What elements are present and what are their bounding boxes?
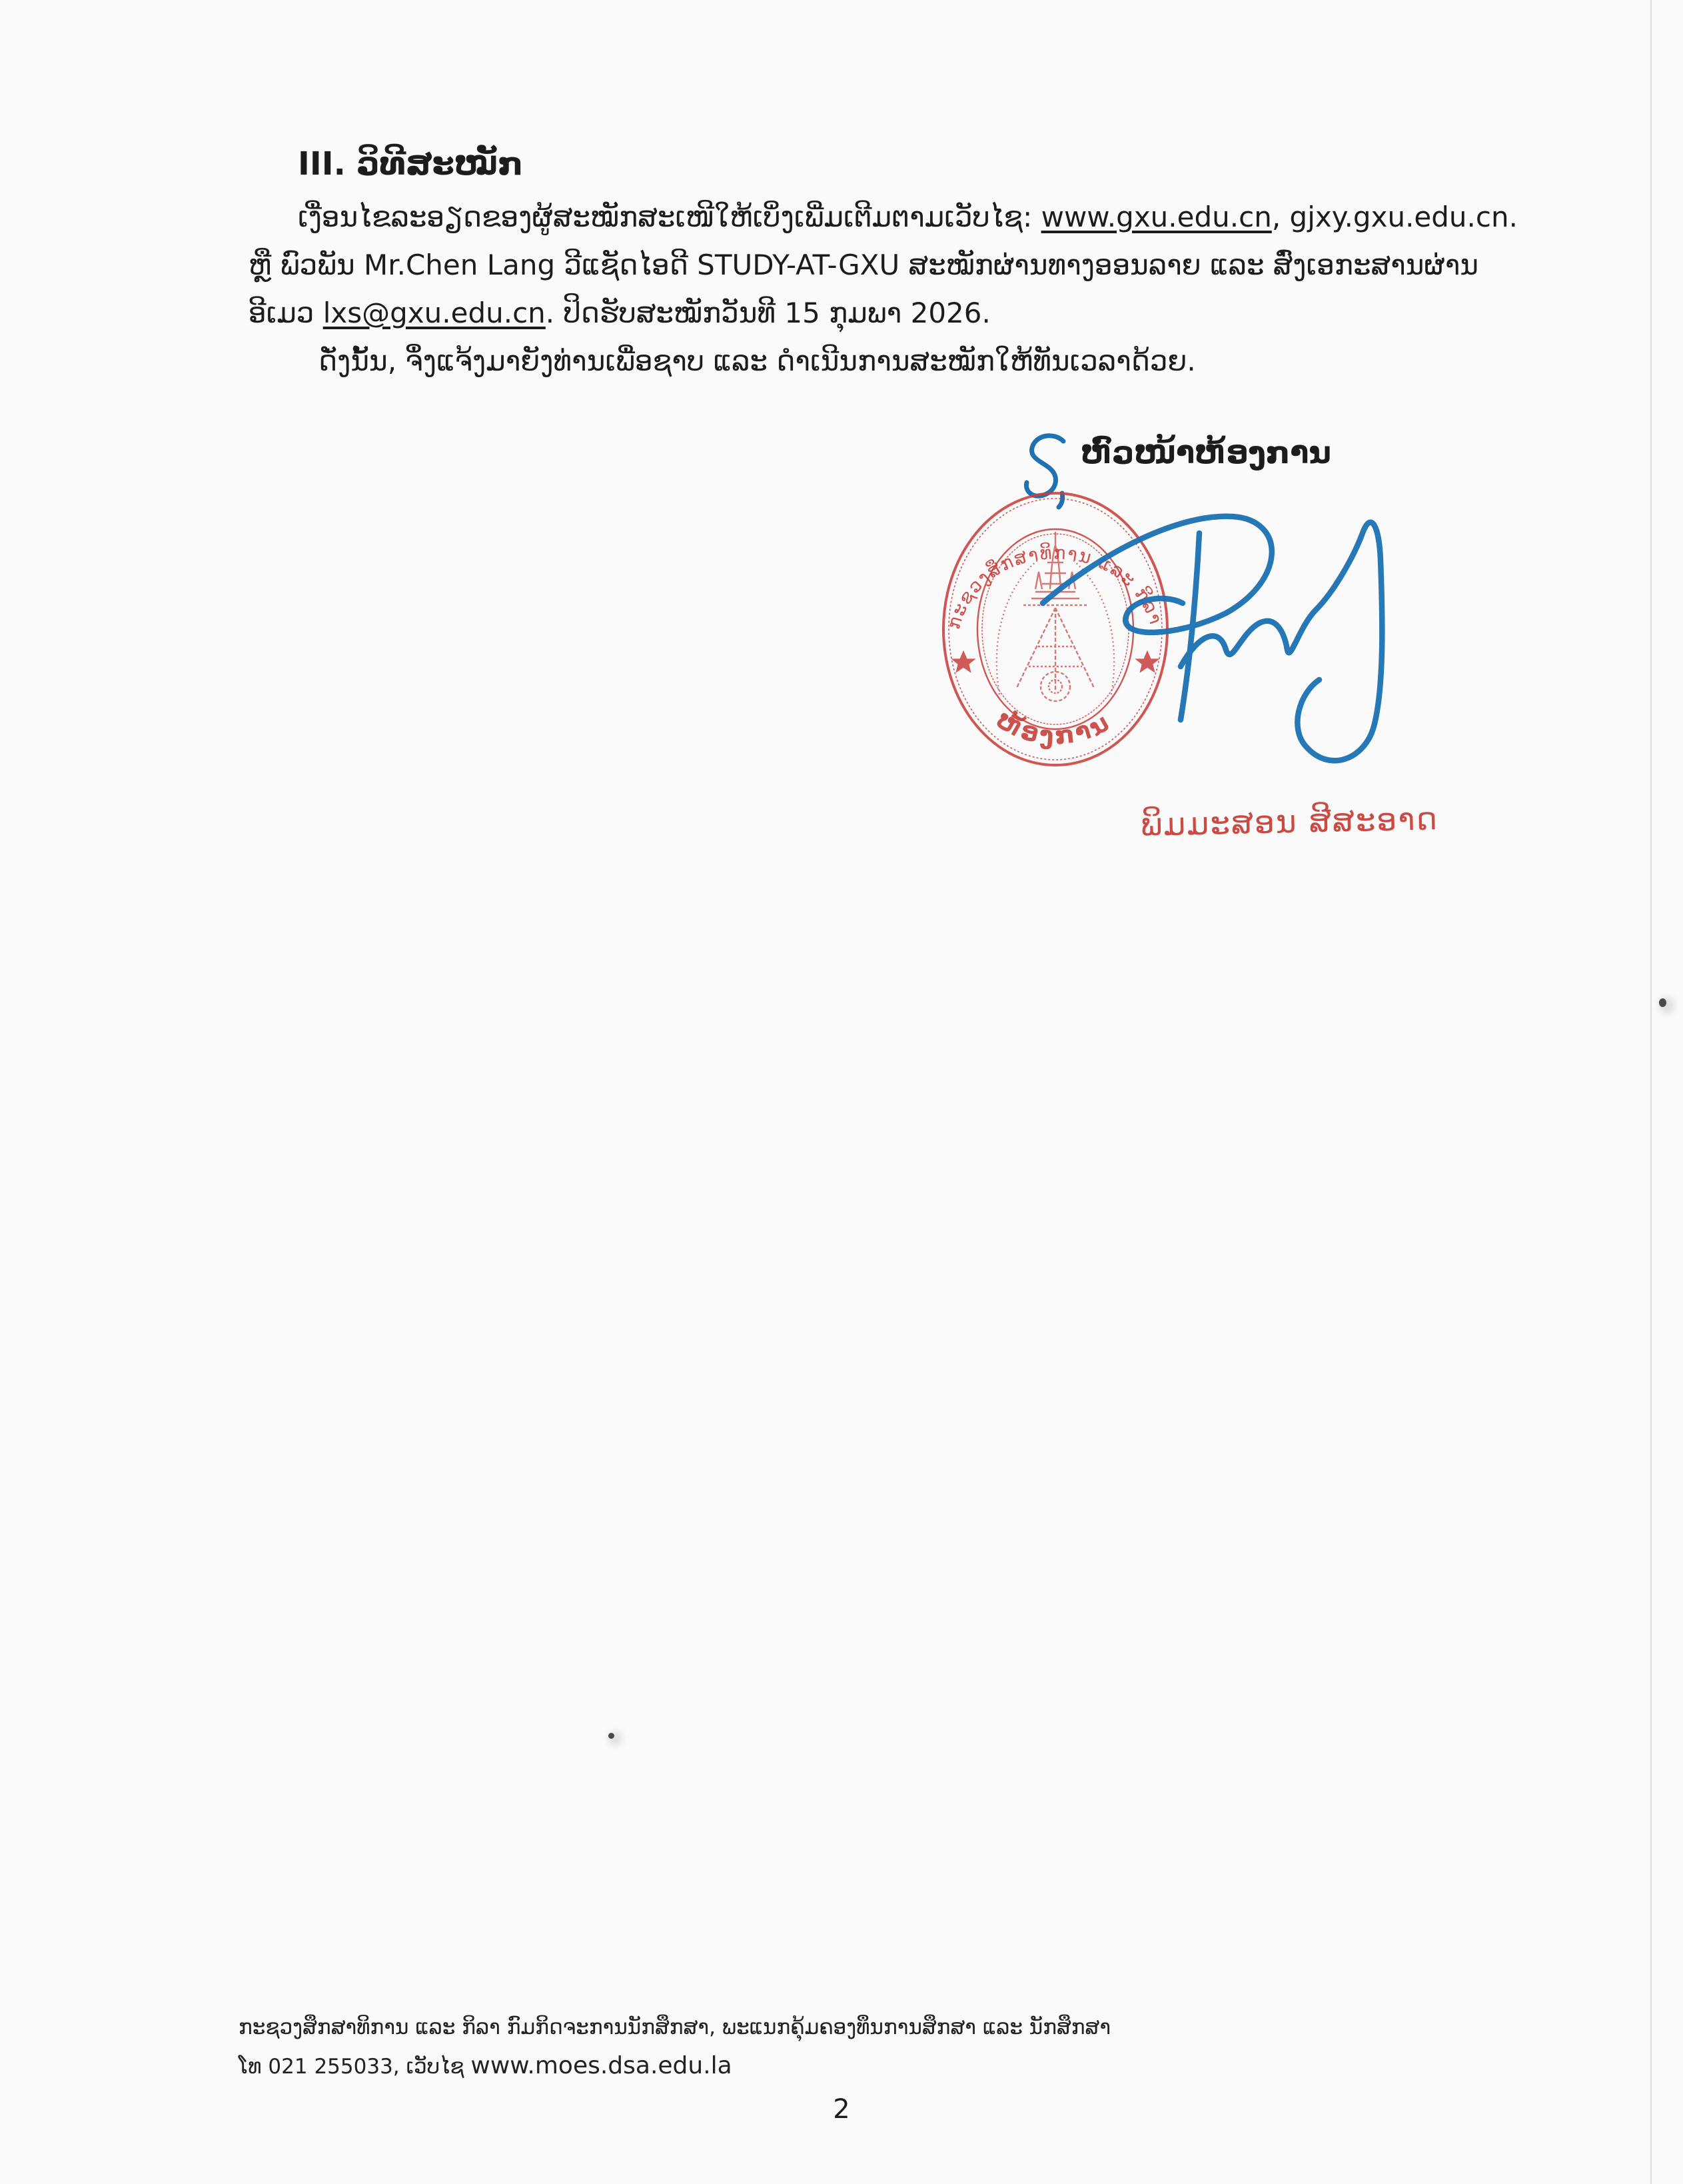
email-link: lxs@gxu.edu.cn — [322, 297, 546, 329]
gxu-website-link: www.gxu.edu.cn — [1041, 201, 1272, 233]
footer-website-text: www.moes.dsa.edu.la — [470, 2052, 732, 2079]
handwritten-signature — [1013, 479, 1426, 778]
paragraph1-line2: ຫຼື ພົວພັນ Mr.Chen Lang ວີແຊັດໄອດີ STUDY-AT-GXU ສະໝັກຜ່ານທາງອອນລາຍ ແລະ ສົ່ງເອກະສານຜ່ານ — [249, 249, 1479, 281]
footer-contact-line — [239, 2053, 732, 2080]
page-number: 2 — [833, 2094, 850, 2125]
section-heading: III. ວິທີສະໝັກ — [298, 145, 524, 183]
paragraph1-line3-tail: . ປິດຮັບສະໝັກວັນທີ 15 ກຸມພາ 2026. — [545, 297, 991, 329]
scan-speck — [608, 1733, 614, 1739]
footer-phone-text: ໂທ 021 255033, ເວັບໄຊ — [239, 2055, 471, 2079]
paragraph1-line3-text: ອີເມວ — [249, 297, 323, 329]
footer-department-line: ກະຊວງສຶກສາທິການ ແລະ ກິລາ ກົມກິດຈະການນັກສຶກສາ, ພະແນກຄຸ້ມຄອງທຶນການສຶກສາ ແລະ ນັກສຶກສາ — [239, 2015, 1111, 2039]
closing-line: ດັ່ງນັ້ນ, ຈຶ່ງແຈ້ງມາຍັງທ່ານເພື່ອຊາບ ແລະ ດຳເນີນການສະໝັກໃຫ້ທັນເວລາດ້ວຍ. — [318, 345, 1196, 377]
scan-edge-line — [1650, 0, 1652, 2184]
scan-speck — [1659, 998, 1666, 1007]
paragraph1-line3 — [249, 292, 991, 335]
stamp-top-text: ກະຊວງສຶກສາທິການ ແລະ ກິລາ — [943, 543, 1167, 632]
signer-name: ພິມມະສອນ ສີສະອາດ — [1140, 800, 1439, 844]
stamp-bottom-text: ຫ້ອງການ — [991, 704, 1116, 750]
paragraph1-line1-tail: , gjxy.gxu.edu.cn. — [1271, 201, 1518, 233]
paragraph1-line1-text: ເງື່ອນໄຂລະອຽດຂອງຜູ້ສະໝັກສະເໜີໃຫ້ເບິ່ງເພີ່ມເຕີມຕາມເວັບໄຊ: — [298, 201, 1041, 233]
paragraph1-line1 — [298, 196, 1518, 239]
signature-title: ຫົວໜ້າຫ້ອງການ — [1081, 435, 1331, 471]
